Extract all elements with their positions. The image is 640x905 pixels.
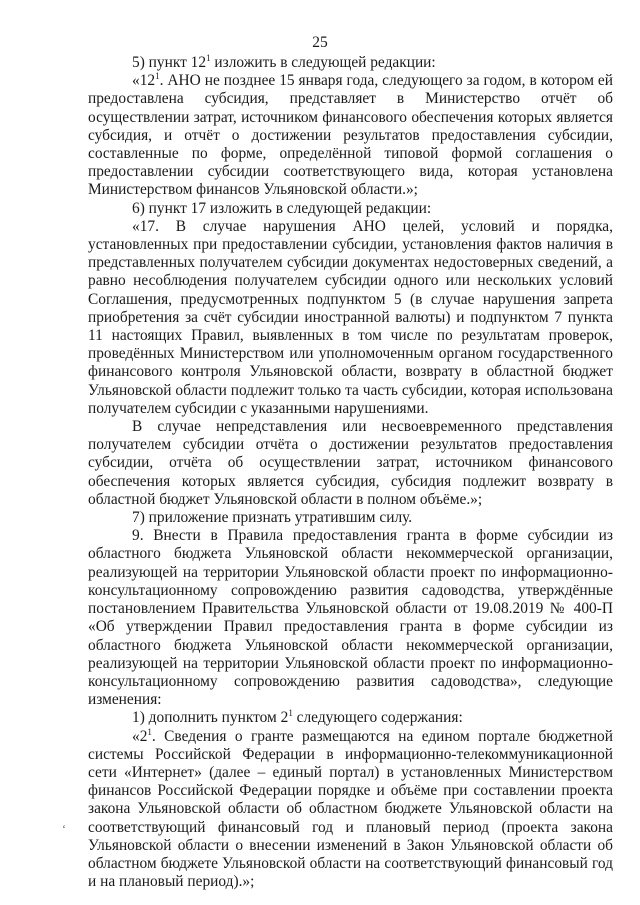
paragraph-2-1	[88, 728, 613, 892]
superscript: 1	[206, 53, 211, 63]
paragraph-item-1	[88, 709, 613, 727]
paragraph-item-5	[88, 54, 613, 72]
paragraph-text: «2	[132, 727, 148, 745]
paragraph-item-7: 7) приложение признать утратившим силу.	[132, 509, 413, 527]
scan-mark: ‘	[62, 822, 66, 836]
paragraph-text: следующего содержания:	[292, 709, 463, 727]
superscript: 1	[155, 71, 160, 82]
superscript: 1	[288, 708, 293, 719]
page-number: 25	[312, 34, 328, 51]
paragraph-text: изложить в следующей редакции:	[210, 54, 436, 71]
paragraph-text: 5) пункт 12	[132, 54, 207, 71]
paragraph-text: 1) дополнить пунктом 2	[132, 709, 289, 727]
paragraph-text: . Сведения о гранте размещаются на едином портале бюджетной системы Российской Федерации в информационно-телекоммуникационной сети «Интернет» (далее – единый портал) в установленных Министерством финансов Российской Федерации порядке и объёме при составлении проекта закона Ульяновской области об областном бюджете Ульяновской области на соответствующий финансовый год и плановый период (проекта закона Ульяновской области о внесении изменений в Закон Ульяновской области об областном бюджете Ульяновской области на соответствующий финансовый год и на плановый период).»;	[88, 727, 613, 891]
paragraph-17-continued: В случае непредставления или несвоевременного представления получателем субсидии отчёта о достижении результатов предоставления субсидии, отчёта об осуществлении затрат, источником финансового обеспечения которых является субсидия, субсидия подлежит возврату в областной бюджет Ульяновской области в полном объёме.»;	[88, 418, 613, 508]
paragraph-section-9: 9. Внести в Правила предоставления гранта в форме субсидии из областного бюджета Ульяновской области некоммерческой организации, реализующей на территории Ульяновской области проект по информационно-консультационному сопровождению развития садоводства, утверждённые постановлением Правительства Ульяновской области от 19.08.2019 № 400-П «Об утверждении Правил предоставления гранта в форме субсидии из областного бюджета Ульяновской области некоммерческой организации, реализующей на территории Ульяновской области проект по информационно-консультационному сопровождению развития садоводства», следующие изменения:	[88, 527, 613, 709]
paragraph-text: . АНО не позднее 15 января года, следующего за годом, в котором ей предоставлена субсидия, представляет в Министерство отчёт об осуществлении затрат, источником финансового обеспечения которых является субсидия, и отчёт о достижении результатов предоставления субсидии, составленные по форме, определённой типовой формой соглашения о предоставлении субсидии соответствующего вида, которая установлена Министерством финансов Ульяновской области.»;	[88, 72, 613, 199]
paragraph-item-6: 6) пункт 17 изложить в следующей редакции:	[132, 199, 432, 217]
paragraph-17: «17. В случае нарушения АНО целей, условий и порядка, установленных при предоставлении субсидии, установления фактов наличия в представленных получателем субсидии документах недостоверных сведений, а равно несоблюдения получателем субсидии одного или нескольких условий Соглашения, предусмотренных подпунктом 5 (в случае нарушения запрета приобретения за счёт субсидии иностранной валюты) и подпунктом 7 пункта 11 настоящих Правил, выявленных в том числе по результатам проверок, проведённых Министерством или уполномоченным органом государственного финансового контроля Ульяновской области, возврату в областной бюджет Ульяновской области подлежит только та часть субсидии, которая использована получателем субсидии с указанными нарушениями.	[88, 217, 613, 417]
superscript: 1	[147, 726, 152, 737]
document-body	[88, 54, 613, 891]
paragraph-text: «12	[132, 72, 156, 90]
paragraph-12-1	[88, 72, 613, 199]
